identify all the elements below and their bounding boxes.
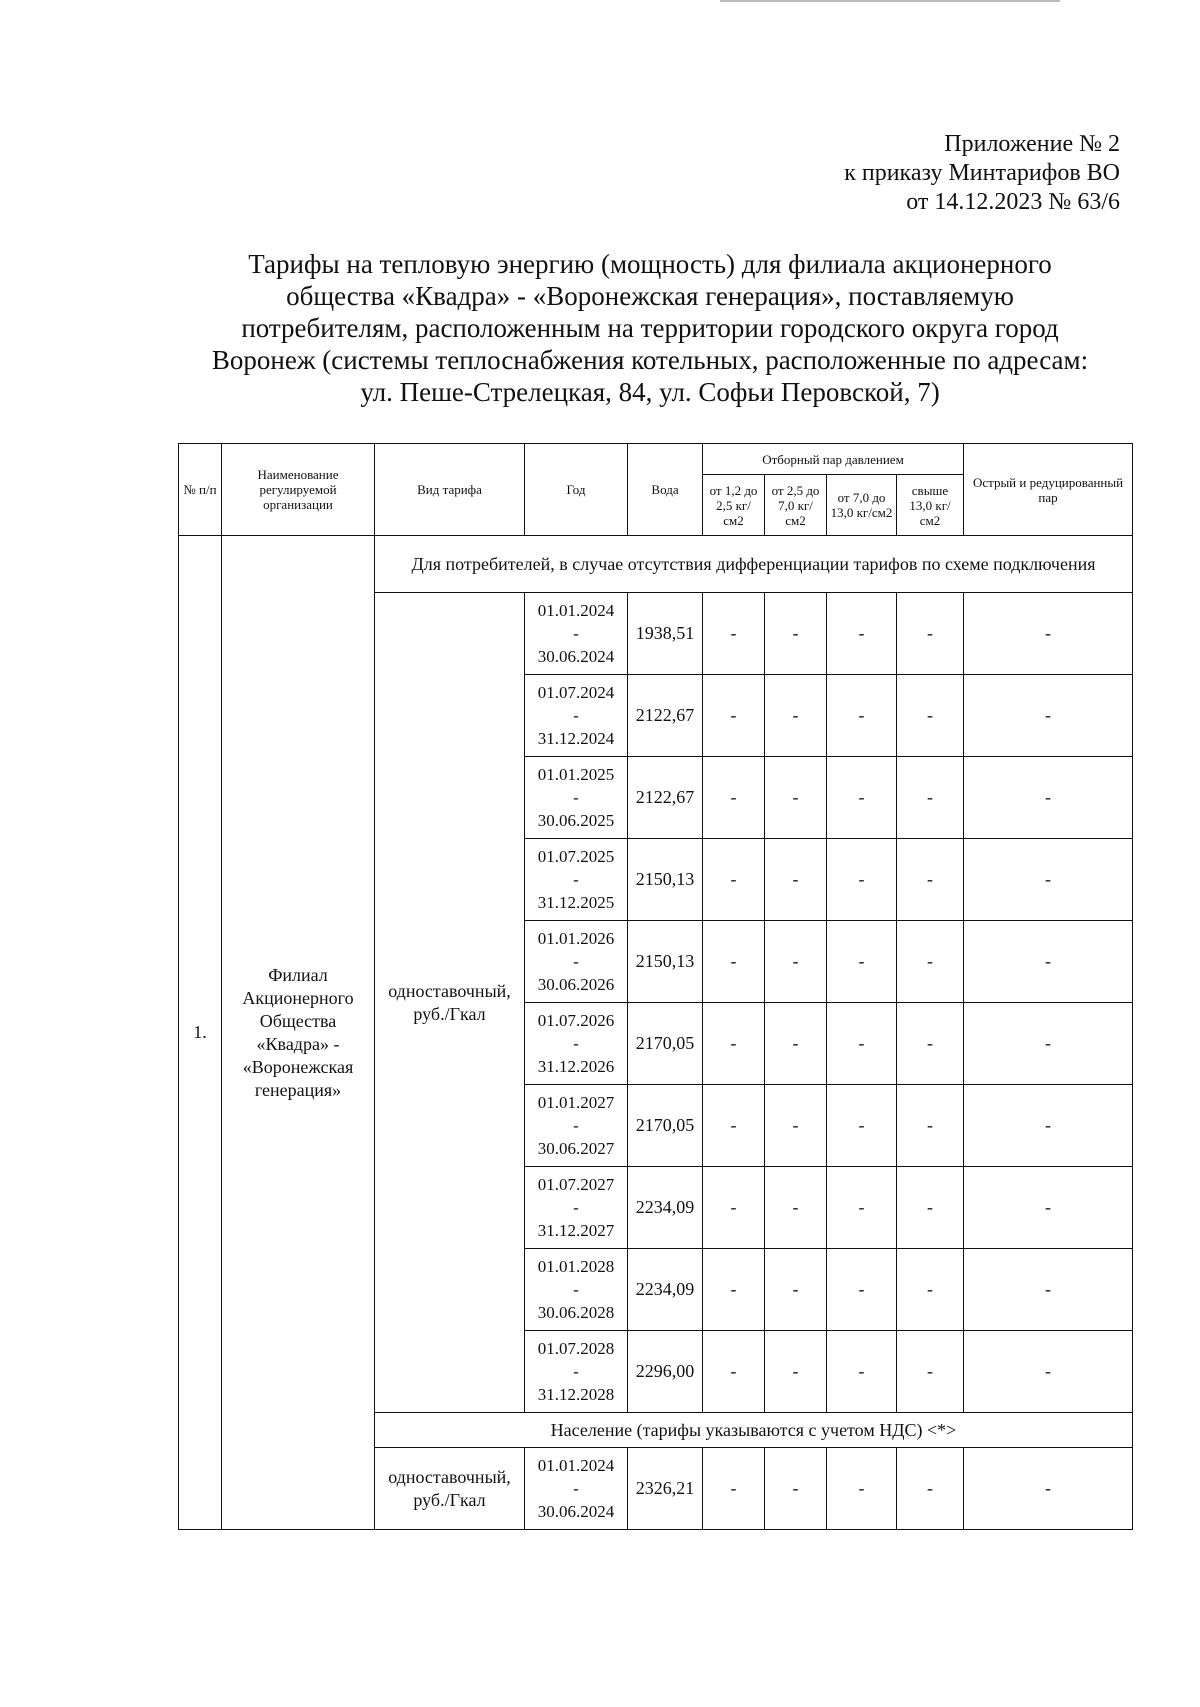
tariff-p2-value: -	[765, 1448, 827, 1530]
group-title: Население (тарифы указываются с учетом НДС) <*>	[375, 1413, 1133, 1448]
tariff-sharp-value: -	[964, 1331, 1133, 1413]
appendix-reference	[844, 130, 1120, 217]
period-from: 01.07.2027	[537, 1175, 615, 1194]
period-from: 01.01.2024	[537, 1456, 615, 1475]
period-from: 01.01.2024	[537, 601, 615, 620]
table-header	[179, 444, 1133, 536]
tariff-p4-value: -	[897, 1085, 964, 1167]
row-number: 1.	[179, 536, 222, 1530]
period-cell	[525, 1249, 628, 1331]
period-to: 31.12.2028	[537, 1385, 615, 1404]
tariff-p4-value: -	[897, 921, 964, 1003]
period-to: 31.12.2026	[537, 1057, 615, 1076]
period-to: 30.06.2028	[537, 1303, 615, 1322]
tariff-type: одноставочный, руб./Гкал	[375, 1448, 525, 1530]
header-pressure-3: от 7,0 до 13,0 кг/см2	[827, 475, 897, 536]
tariff-p3-value: -	[827, 757, 897, 839]
water-tariff-value: 2170,05	[628, 1003, 703, 1085]
period-sep: -	[573, 1362, 579, 1381]
water-tariff-value: 1938,51	[628, 593, 703, 675]
tariff-p4-value: -	[897, 1167, 964, 1249]
period-sep: -	[573, 870, 579, 889]
period-from: 01.07.2024	[537, 683, 615, 702]
tariff-p2-value: -	[765, 921, 827, 1003]
tariff-p1-value: -	[703, 1167, 765, 1249]
tariff-p2-value: -	[765, 1003, 827, 1085]
period-sep: -	[573, 952, 579, 971]
period-sep: -	[573, 1116, 579, 1135]
tariff-p2-value: -	[765, 675, 827, 757]
tariff-sharp-value: -	[964, 1249, 1133, 1331]
tariff-sharp-value: -	[964, 1167, 1133, 1249]
table-body	[179, 536, 1133, 1530]
scan-edge-mark	[720, 0, 1060, 2]
tariff-p1-value: -	[703, 1085, 765, 1167]
header-steam-group: Отборный пар давлением	[703, 444, 964, 475]
title-line: потребителям, расположенным на территории городского округа город	[241, 313, 1059, 343]
tariff-p2-value: -	[765, 593, 827, 675]
water-tariff-value: 2234,09	[628, 1249, 703, 1331]
tariff-p3-value: -	[827, 1167, 897, 1249]
tariff-p4-value: -	[897, 1003, 964, 1085]
header-pressure-4: свыше 13,0 кг/см2	[897, 475, 964, 536]
period-sep: -	[573, 1034, 579, 1053]
period-sep: -	[573, 1198, 579, 1217]
period-cell	[525, 1085, 628, 1167]
tariff-p2-value: -	[765, 1167, 827, 1249]
appendix-line: Приложение № 2	[944, 131, 1120, 157]
period-sep: -	[573, 706, 579, 725]
header-num: № п/п	[179, 444, 222, 536]
header-tariff-type: Вид тарифа	[375, 444, 525, 536]
water-tariff-value: 2150,13	[628, 921, 703, 1003]
period-from: 01.01.2027	[537, 1093, 615, 1112]
period-sep: -	[573, 1479, 579, 1498]
tariff-sharp-value: -	[964, 1448, 1133, 1530]
tariff-p4-value: -	[897, 757, 964, 839]
tariff-p3-value: -	[827, 1448, 897, 1530]
tariff-p3-value: -	[827, 1003, 897, 1085]
tariff-p1-value: -	[703, 921, 765, 1003]
period-from: 01.07.2026	[537, 1011, 615, 1030]
water-tariff-value: 2122,67	[628, 675, 703, 757]
tariff-p1-value: -	[703, 839, 765, 921]
tariff-sharp-value: -	[964, 757, 1133, 839]
period-cell	[525, 1003, 628, 1085]
tariff-p3-value: -	[827, 1249, 897, 1331]
header-water: Вода	[628, 444, 703, 536]
period-to: 30.06.2027	[537, 1139, 615, 1158]
period-to: 30.06.2024	[537, 647, 615, 666]
tariff-p1-value: -	[703, 1448, 765, 1530]
tariff-p1-value: -	[703, 757, 765, 839]
title-line: общества «Квадра» - «Воронежская генерация», поставляемую	[286, 281, 1014, 311]
title-line: Воронеж (системы теплоснабжения котельных, расположенные по адресам:	[211, 345, 1089, 375]
tariff-p3-value: -	[827, 593, 897, 675]
period-from: 01.07.2028	[537, 1339, 615, 1358]
period-from: 01.01.2026	[537, 929, 615, 948]
tariff-p1-value: -	[703, 593, 765, 675]
period-cell	[525, 1331, 628, 1413]
tariff-p2-value: -	[765, 1085, 827, 1167]
tariff-p4-value: -	[897, 675, 964, 757]
tariff-p3-value: -	[827, 1085, 897, 1167]
tariff-p2-value: -	[765, 1331, 827, 1413]
appendix-line: от 14.12.2023 № 63/6	[906, 189, 1120, 215]
water-tariff-value: 2150,13	[628, 839, 703, 921]
tariff-p2-value: -	[765, 757, 827, 839]
tariff-p4-value: -	[897, 1249, 964, 1331]
period-sep: -	[573, 1280, 579, 1299]
tariff-p3-value: -	[827, 839, 897, 921]
period-to: 31.12.2027	[537, 1221, 615, 1240]
group-title: Для потребителей, в случае отсутствия дифференциации тарифов по схеме подключения	[375, 536, 1133, 593]
period-cell	[525, 757, 628, 839]
period-cell	[525, 921, 628, 1003]
tariff-p3-value: -	[827, 1331, 897, 1413]
period-to: 30.06.2025	[537, 811, 615, 830]
water-tariff-value: 2122,67	[628, 757, 703, 839]
tariff-p4-value: -	[897, 1331, 964, 1413]
period-cell	[525, 1167, 628, 1249]
title-line: Тарифы на тепловую энергию (мощность) для филиала акционерного	[248, 249, 1052, 279]
tariff-type: одноставочный, руб./Гкал	[375, 593, 525, 1413]
document-title	[170, 248, 1130, 408]
tariff-p1-value: -	[703, 675, 765, 757]
tariff-p4-value: -	[897, 839, 964, 921]
period-cell	[525, 675, 628, 757]
period-to: 31.12.2024	[537, 729, 615, 748]
header-year: Год	[525, 444, 628, 536]
water-tariff-value: 2234,09	[628, 1167, 703, 1249]
tariff-sharp-value: -	[964, 675, 1133, 757]
period-from: 01.01.2028	[537, 1257, 615, 1276]
period-cell	[525, 593, 628, 675]
tariff-sharp-value: -	[964, 839, 1133, 921]
period-from: 01.07.2025	[537, 847, 615, 866]
period-cell	[525, 1448, 628, 1530]
tariff-sharp-value: -	[964, 921, 1133, 1003]
tariff-p1-value: -	[703, 1003, 765, 1085]
water-tariff-value: 2296,00	[628, 1331, 703, 1413]
tariff-p2-value: -	[765, 839, 827, 921]
tariff-p2-value: -	[765, 1249, 827, 1331]
table-row	[179, 536, 1133, 593]
period-sep: -	[573, 624, 579, 643]
title-line: ул. Пеше-Стрелецкая, 84, ул. Софьи Перовской, 7)	[360, 377, 940, 407]
organization-name: Филиал Акционерного Общества «Квадра» - «Воронежская генерация»	[222, 536, 375, 1530]
tariff-p4-value: -	[897, 1448, 964, 1530]
period-to: 30.06.2026	[537, 975, 615, 994]
period-from: 01.01.2025	[537, 765, 615, 784]
water-tariff-value: 2326,21	[628, 1448, 703, 1530]
period-to: 30.06.2024	[537, 1502, 615, 1521]
period-cell	[525, 839, 628, 921]
tariff-p3-value: -	[827, 921, 897, 1003]
tariff-p3-value: -	[827, 675, 897, 757]
tariff-sharp-value: -	[964, 1085, 1133, 1167]
tariff-p4-value: -	[897, 593, 964, 675]
tariff-table	[178, 443, 1133, 1530]
period-to: 31.12.2025	[537, 893, 615, 912]
tariff-p1-value: -	[703, 1331, 765, 1413]
header-pressure-2: от 2,5 до 7,0 кг/см2	[765, 475, 827, 536]
period-sep: -	[573, 788, 579, 807]
header-sharp-steam: Острый и редуцированный пар	[964, 444, 1133, 536]
tariff-sharp-value: -	[964, 1003, 1133, 1085]
header-pressure-1: от 1,2 до 2,5 кг/см2	[703, 475, 765, 536]
tariff-sharp-value: -	[964, 593, 1133, 675]
header-org: Наименование регулируемой организации	[222, 444, 375, 536]
water-tariff-value: 2170,05	[628, 1085, 703, 1167]
tariff-p1-value: -	[703, 1249, 765, 1331]
appendix-line: к приказу Минтарифов ВО	[844, 160, 1120, 186]
